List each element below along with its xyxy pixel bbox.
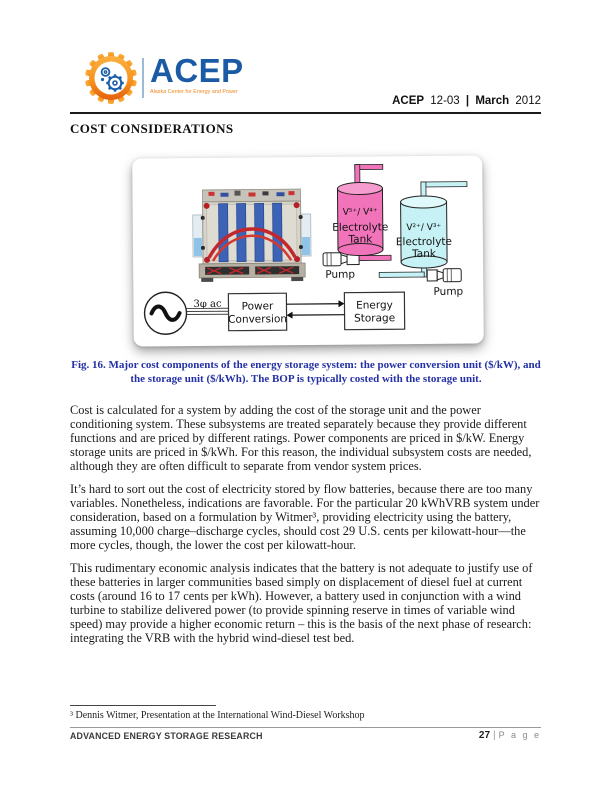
pink-pump-label: Pump — [325, 268, 356, 281]
cyan-tank-label-1: Electrolyte — [395, 235, 453, 249]
energy-storage-label-1: Energy — [356, 299, 393, 312]
cyan-tank-label-2: Tank — [412, 247, 437, 261]
pink-electrolyte-tank — [322, 164, 391, 281]
page-word: P a g e — [498, 730, 541, 740]
battery-stack-photo — [192, 189, 311, 282]
header-rule — [70, 112, 541, 114]
footer-rule — [70, 727, 541, 728]
docref-acep: ACEP — [392, 95, 425, 107]
ac-source-icon — [144, 292, 186, 334]
figure-caption: Fig. 16. Major cost components of the energy storage system: the power conversion unit ($/kW), and the storage unit ($/kWh). The BOP is typically costed with the storage unit. — [71, 359, 541, 385]
figure-frame — [132, 155, 484, 346]
paragraph-2: It’s hard to sort out the cost of electricity stored by flow batteries, because there are too many variables. Nonetheless, indications are favorable. For the particular 20 kWhVRB system under consideration, based on a formulation by Witmer³, providing electricity using the battery, assuming 10,000 charge–discharge cycles, should cost 29 U.S. cents per kilowatt-hour—the more cycles, though, the lower the cost per kilowatt-hour. — [70, 482, 540, 552]
energy-storage-label-2: Storage — [353, 312, 396, 325]
acep-gear-icon — [85, 52, 137, 104]
footer-page-indicator — [479, 730, 541, 741]
cyan-electrolyte-tank — [378, 182, 468, 299]
cyan-pump-icon — [427, 269, 461, 282]
cyan-pump-label: Pump — [433, 285, 464, 298]
acep-wordmark: ACEP — [150, 52, 244, 89]
energy-storage-box — [344, 292, 404, 330]
docref-number: 12-03 — [430, 95, 460, 107]
pink-tank-ions-label: V⁵⁺/ V⁴⁺ — [342, 207, 378, 218]
paragraph-3: This rudimentary economic analysis indicates that the battery is not adequate to justify use of these batteries in larger communities based simply on displacement of diesel fuel at current costs (around 16 to 17 cents per kWh). However, a battery used in conjunction with a wind turbine to stabilize delivered power (to provide spinning reserve in times of variable wind speed) may provide a higher economic return – this is the basis of the next phase of research: integrating the VRB with the hybrid wind-diesel test bed. — [70, 561, 533, 645]
docref-year: 2012 — [515, 95, 541, 107]
cyan-tank-ions-label: V²⁺/ V³⁺ — [406, 222, 442, 234]
acep-logo — [85, 52, 296, 104]
acep-tagline: Alaska Center for Energy and Power — [150, 88, 238, 94]
doc-reference — [389, 95, 541, 107]
docref-separator: | — [465, 95, 470, 107]
power-conversion-box — [228, 293, 287, 331]
page-separator: | — [493, 730, 496, 741]
pink-tank-label-2: Tank — [348, 233, 373, 246]
bidirectional-arrows — [286, 300, 344, 319]
energy-storage-diagram — [132, 155, 484, 346]
footer-title: ADVANCED ENERGY STORAGE RESEARCH — [70, 731, 263, 741]
docref-month: March — [475, 95, 510, 107]
section-heading: COST CONSIDERATIONS — [70, 121, 234, 136]
footnote: ³ Dennis Witmer, Presentation at the International Wind-Diesel Workshop — [70, 710, 365, 721]
power-conversion-label-1: Power — [241, 300, 274, 313]
power-conversion-label-2: Conversion — [228, 313, 288, 326]
paragraph-1: Cost is calculated for a system by adding the cost of the storage unit and the power conditioning system. These subsystems are treated separately because they provide different functions and are priced by different ratings. Power components are priced in $/kW. Energy storage units are priced in $/kWh. For this reason, the individual subsystem costs are needed, although they are often difficult to separate from vendor system prices. — [70, 403, 532, 473]
body-text — [70, 404, 542, 655]
page-number: 27 — [478, 730, 491, 741]
three-phase-ac-label: 3φ ac — [193, 298, 222, 311]
pink-tank-label-1: Electrolyte — [332, 221, 389, 234]
footnote-rule — [70, 705, 216, 706]
logo-separator — [142, 58, 144, 98]
